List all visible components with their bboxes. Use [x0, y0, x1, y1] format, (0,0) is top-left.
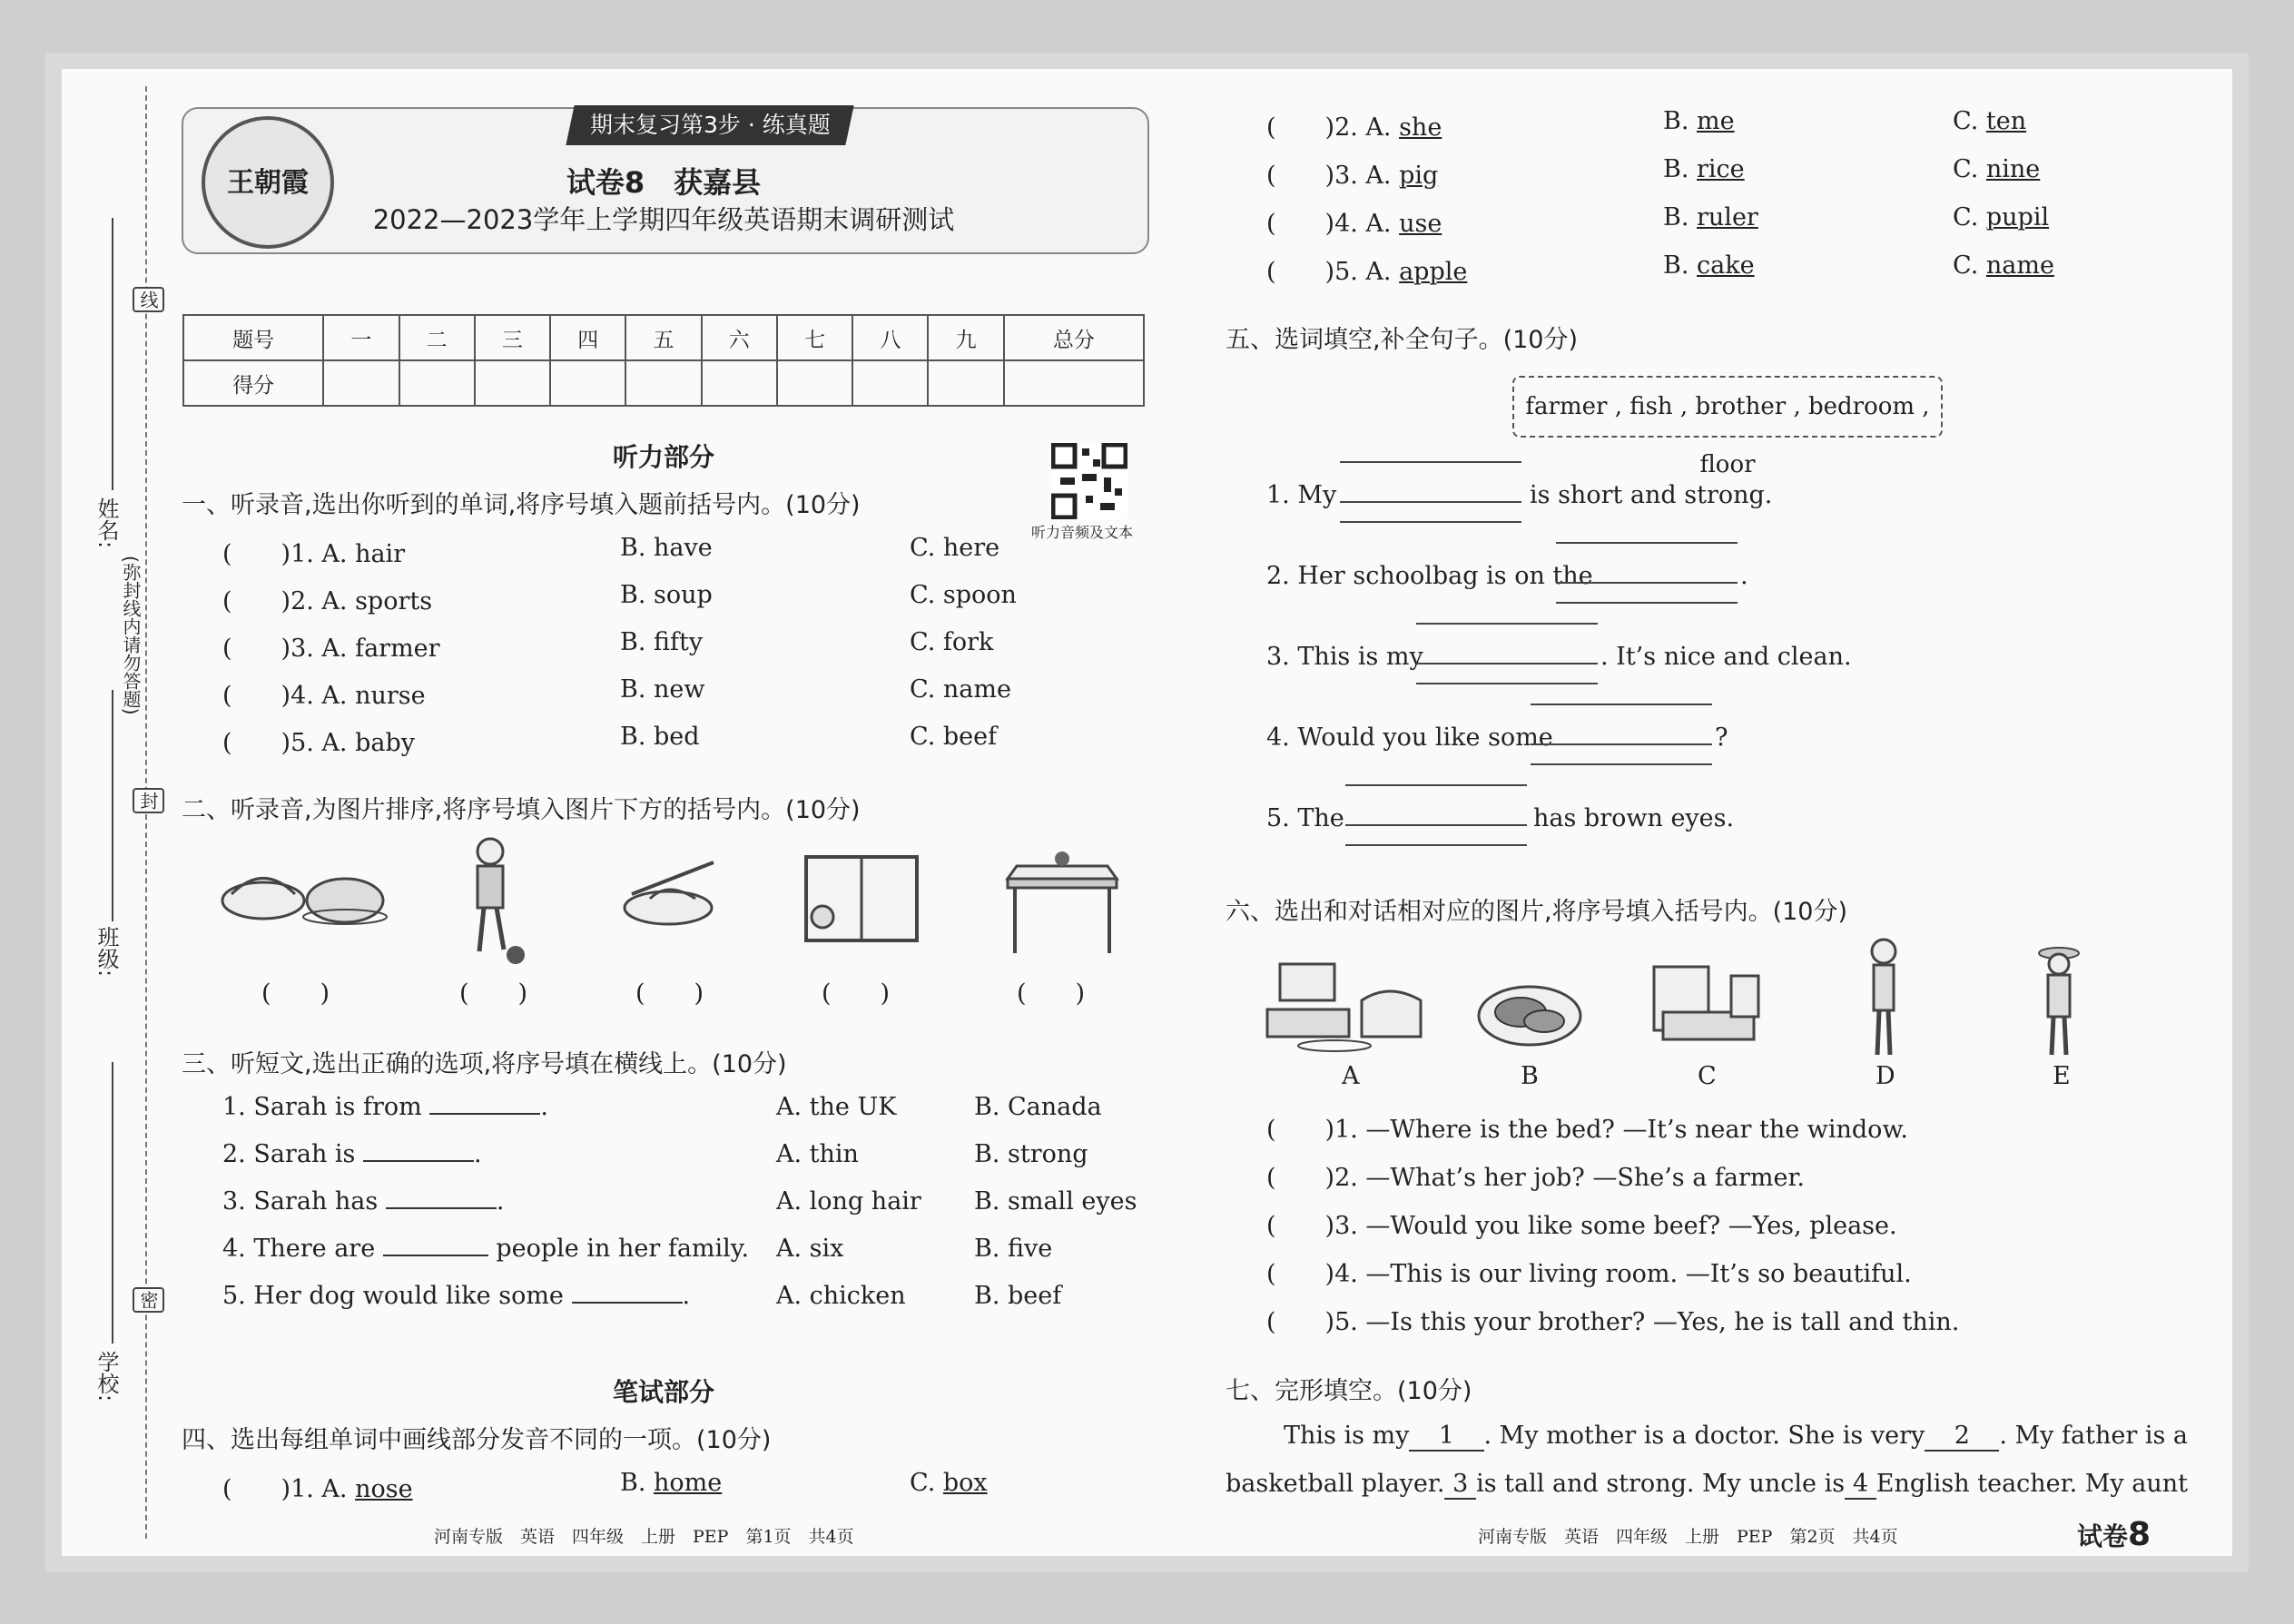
- s1-q2-b: B. soup: [620, 581, 713, 609]
- score-cell: 二: [399, 315, 475, 360]
- s5-q4-post: ?: [1715, 723, 1728, 752]
- score-table-score-row: [183, 360, 1144, 406]
- score-input-cell[interactable]: [1004, 360, 1144, 406]
- s3-q4-blank[interactable]: [383, 1255, 488, 1256]
- option-label-e: E: [2053, 1062, 2071, 1090]
- s5-q4-guide: [1531, 763, 1712, 765]
- review-step-badge: 期末复习第3步 · 练真题: [566, 105, 853, 145]
- option-label-b: B: [1521, 1062, 1539, 1090]
- cloze-text: English teacher. My aunt: [1876, 1470, 2188, 1498]
- s2-answer-1[interactable]: ( ): [261, 979, 330, 1008]
- s5-q1-guide: [1340, 521, 1521, 523]
- score-cell: 一: [323, 315, 399, 360]
- s5-q3-blank[interactable]: [1416, 663, 1598, 664]
- seal-secret-mark: 密: [133, 1287, 164, 1313]
- s5-q4-pre: 4. Would you like some: [1266, 723, 1553, 752]
- bedroom-picture: [1645, 958, 1772, 1058]
- s4-q3-b: B. rice: [1663, 155, 1745, 183]
- table-picture: [999, 851, 1126, 960]
- s1-q1-c: C. here: [910, 534, 1000, 562]
- s3-q4-b: B. five: [974, 1235, 1053, 1263]
- cloze-blank-1[interactable]: 1: [1409, 1422, 1483, 1452]
- tall-boy-picture: [1861, 935, 1906, 1062]
- seal-note: (弥封线内请勿答题): [118, 556, 144, 715]
- s1-q3[interactable]: ( )3. A. farmer: [222, 635, 440, 663]
- s6-q5[interactable]: ( )5. —Is this your brother? —Yes, he is tall and thin.: [1266, 1308, 1960, 1336]
- s3-q2-a: A. thin: [776, 1140, 859, 1168]
- s5-q5-pre: 5. The: [1266, 804, 1344, 832]
- s5-q1-blank[interactable]: [1340, 501, 1521, 503]
- option-label-d: D: [1876, 1062, 1895, 1090]
- boy-with-ball-picture: [454, 833, 527, 969]
- window-picture: [802, 853, 921, 944]
- cloze-text: This is my: [1284, 1422, 1410, 1450]
- score-input-cell[interactable]: [399, 360, 475, 406]
- s4-q2-b: B. me: [1663, 107, 1735, 135]
- s5-q5-blank[interactable]: [1345, 824, 1527, 826]
- score-table-header-row: [183, 315, 1144, 360]
- s1-q5-c: C. beef: [910, 723, 998, 751]
- s3-q5-b: B. beef: [974, 1282, 1062, 1310]
- qr-code-icon[interactable]: [1051, 443, 1127, 519]
- score-cell: 题号: [183, 315, 323, 360]
- s1-q4-c: C. name: [910, 675, 1011, 704]
- s4-q3-c: C. nine: [1953, 155, 2041, 183]
- name-field[interactable]: [112, 218, 113, 490]
- s4-q2-c: C. ten: [1953, 107, 2027, 135]
- paper-title: 试卷8 获嘉县: [566, 165, 762, 200]
- cloze-blank-4[interactable]: 4: [1845, 1470, 1876, 1500]
- s2-answer-4[interactable]: ( ): [822, 979, 891, 1008]
- s3-q2: 2. Sarah is .: [222, 1140, 482, 1168]
- s4-q3[interactable]: ( )3. A. pig: [1266, 162, 1439, 190]
- noodles-chicken-picture: [218, 844, 390, 935]
- s5-q2-post: .: [1740, 562, 1748, 590]
- name-label: 姓名:: [94, 497, 119, 549]
- score-cell: 三: [475, 315, 550, 360]
- s1-q1[interactable]: ( )1. A. hair: [222, 540, 406, 568]
- section-6-title: 六、选出和对话相对应的图片,将序号填入括号内。(10分): [1226, 898, 1848, 926]
- cloze-text: . My father is a: [1999, 1422, 2188, 1450]
- s5-q5-guide: [1345, 784, 1527, 786]
- s5-q4-guide: [1531, 704, 1712, 705]
- score-input-cell[interactable]: [928, 360, 1003, 406]
- s5-q1-guide: [1340, 461, 1521, 463]
- score-cell: 八: [852, 315, 928, 360]
- s5-q1-pre: 1. My: [1266, 481, 1337, 509]
- score-cell: 九: [928, 315, 1003, 360]
- s3-q1-a: A. the UK: [776, 1093, 897, 1121]
- score-cell: 六: [702, 315, 777, 360]
- s4-q4-c: C. pupil: [1953, 203, 2050, 231]
- s5-q3-guide: [1416, 623, 1598, 625]
- living-room-picture: [1262, 955, 1434, 1055]
- cloze-blank-3[interactable]: 3: [1444, 1470, 1476, 1500]
- s4-q4-b: B. ruler: [1663, 203, 1758, 231]
- s1-q2[interactable]: ( )2. A. sports: [222, 587, 433, 615]
- score-input-cell[interactable]: [702, 360, 777, 406]
- s4-q5-c: C. name: [1953, 251, 2054, 280]
- s3-q2-b: B. strong: [974, 1140, 1088, 1168]
- s4-q5[interactable]: ( )5. A. apple: [1266, 258, 1468, 286]
- s1-q4-b: B. new: [620, 675, 705, 704]
- s1-q5[interactable]: ( )5. A. baby: [222, 729, 415, 757]
- brand-logo-text: 王朝霞: [227, 167, 309, 199]
- seal-seal-mark: 封: [133, 788, 164, 813]
- s4-q4[interactable]: ( )4. A. use: [1266, 210, 1442, 238]
- option-label-a: A: [1342, 1062, 1360, 1090]
- s5-q2-pre: 2. Her schoolbag is on the: [1266, 562, 1593, 590]
- s3-q3-blank[interactable]: [386, 1207, 497, 1209]
- section-7-title: 七、完形填空。(10分): [1226, 1377, 1472, 1405]
- s3-q3: 3. Sarah has .: [222, 1187, 505, 1216]
- s4-q5-b: B. cake: [1663, 251, 1755, 280]
- s5-q2-guide: [1556, 602, 1738, 604]
- s3-q5: 5. Her dog would like some .: [222, 1282, 691, 1310]
- s5-q2-guide: [1556, 542, 1738, 544]
- score-input-cell[interactable]: [550, 360, 625, 406]
- s4-q1-c: C. box: [910, 1469, 988, 1497]
- section-1-title: 一、听录音,选出你听到的单词,将序号填入题前括号内。(10分): [182, 491, 861, 519]
- paper-subtitle: 2022—2023学年上学期四年级英语期末调研测试: [372, 204, 955, 235]
- s3-q3-b: B. small eyes: [974, 1187, 1137, 1216]
- score-input-cell[interactable]: [625, 360, 701, 406]
- qr-caption: 听力音频及文本: [1031, 524, 1134, 541]
- s3-q5-blank[interactable]: [572, 1302, 683, 1304]
- writing-heading: 笔试部分: [612, 1377, 714, 1407]
- cloze-line-1: [1226, 1422, 2188, 1452]
- option-label-c: C: [1698, 1062, 1717, 1090]
- s1-q3-c: C. fork: [910, 628, 994, 656]
- s5-q3-post: . It’s nice and clean.: [1600, 643, 1852, 671]
- footer-left: 河南专版 英语 四年级 上册 PEP 第1页 共4页: [434, 1527, 854, 1547]
- cloze-blank-2[interactable]: 2: [1925, 1422, 1999, 1452]
- score-cell: 四: [550, 315, 625, 360]
- listening-heading: 听力部分: [612, 442, 714, 472]
- section-4-title: 四、选出每组单词中画线部分发音不同的一项。(10分): [182, 1426, 772, 1454]
- s5-q1-post: is short and strong.: [1530, 481, 1773, 509]
- word-bank: farmer , fish , brother , bedroom , floor: [1512, 376, 1943, 438]
- s1-q2-c: C. spoon: [910, 581, 1017, 609]
- school-field[interactable]: [112, 1062, 113, 1343]
- section-2-title: 二、听录音,为图片排序,将序号填入图片下方的括号内。(10分): [182, 796, 861, 824]
- class-label: 班级:: [94, 926, 119, 978]
- s4-q2[interactable]: ( )2. A. she: [1266, 113, 1442, 142]
- s6-q2[interactable]: ( )2. —What’s her job? —She’s a farmer.: [1266, 1164, 1806, 1192]
- s3-q1-b: B. Canada: [974, 1093, 1102, 1121]
- s6-q3[interactable]: ( )3. —Would you like some beef? —Yes, please.: [1266, 1212, 1897, 1240]
- beef-picture: [1475, 976, 1584, 1048]
- score-input-cell[interactable]: [475, 360, 550, 406]
- s5-q3-pre: 3. This is my: [1266, 643, 1423, 671]
- s1-q4[interactable]: ( )4. A. nurse: [222, 682, 426, 710]
- s1-q3-b: B. fifty: [620, 628, 704, 656]
- s2-answer-2[interactable]: ( ): [459, 979, 528, 1008]
- cloze-text: basketball player.: [1226, 1470, 1445, 1498]
- s5-q4-blank[interactable]: [1531, 743, 1712, 745]
- s2-answer-3[interactable]: ( ): [635, 979, 704, 1008]
- seal-line-mark: 线: [133, 287, 164, 312]
- farmer-girl-picture: [2032, 942, 2086, 1060]
- s1-q1-b: B. have: [620, 534, 713, 562]
- s6-q4[interactable]: ( )4. —This is our living room. —It’s so beautiful.: [1266, 1260, 1912, 1288]
- cloze-line-2: [1226, 1470, 2188, 1500]
- score-input-cell[interactable]: [852, 360, 928, 406]
- s5-q2-blank[interactable]: [1556, 582, 1738, 584]
- s3-q1-blank[interactable]: [429, 1113, 540, 1115]
- s3-q5-a: A. chicken: [776, 1282, 906, 1310]
- cloze-text: is tall and strong. My uncle is: [1476, 1470, 1846, 1498]
- score-row-label: 得分: [183, 360, 323, 406]
- paper-tag: 试卷8: [2077, 1516, 2151, 1553]
- school-label: 学校:: [94, 1351, 119, 1403]
- s1-q5-b: B. bed: [620, 723, 700, 751]
- s4-q1-b: B. home: [620, 1469, 723, 1497]
- score-cell: 七: [777, 315, 852, 360]
- s5-q3-guide: [1416, 683, 1598, 684]
- cooking-picture: [614, 853, 732, 935]
- score-table: [182, 314, 1145, 407]
- s3-q4: 4. There are people in her family.: [222, 1235, 750, 1263]
- class-field[interactable]: [112, 690, 113, 921]
- score-cell: 总分: [1004, 315, 1144, 360]
- score-input-cell[interactable]: [323, 360, 399, 406]
- s3-q3-a: A. long hair: [776, 1187, 921, 1216]
- s2-answer-5[interactable]: ( ): [1017, 979, 1086, 1008]
- score-cell: 五: [625, 315, 701, 360]
- s5-q5-guide: [1345, 844, 1527, 846]
- s6-q1[interactable]: ( )1. —Where is the bed? —It’s near the window.: [1266, 1116, 1908, 1144]
- s3-q2-blank[interactable]: [363, 1160, 474, 1162]
- section-3-title: 三、听短文,选出正确的选项,将序号填在横线上。(10分): [182, 1050, 787, 1078]
- section-5-title: 五、选词填空,补全句子。(10分): [1226, 326, 1579, 354]
- s4-q1[interactable]: ( )1. A. nose: [222, 1475, 413, 1503]
- footer-right: 河南专版 英语 四年级 上册 PEP 第2页 共4页: [1478, 1527, 1898, 1547]
- score-input-cell[interactable]: [777, 360, 852, 406]
- cloze-text: . My mother is a doctor. She is very: [1483, 1422, 1925, 1450]
- s3-q1: 1. Sarah is from .: [222, 1093, 548, 1121]
- s3-q4-a: A. six: [776, 1235, 844, 1263]
- s5-q5-post: has brown eyes.: [1533, 804, 1735, 832]
